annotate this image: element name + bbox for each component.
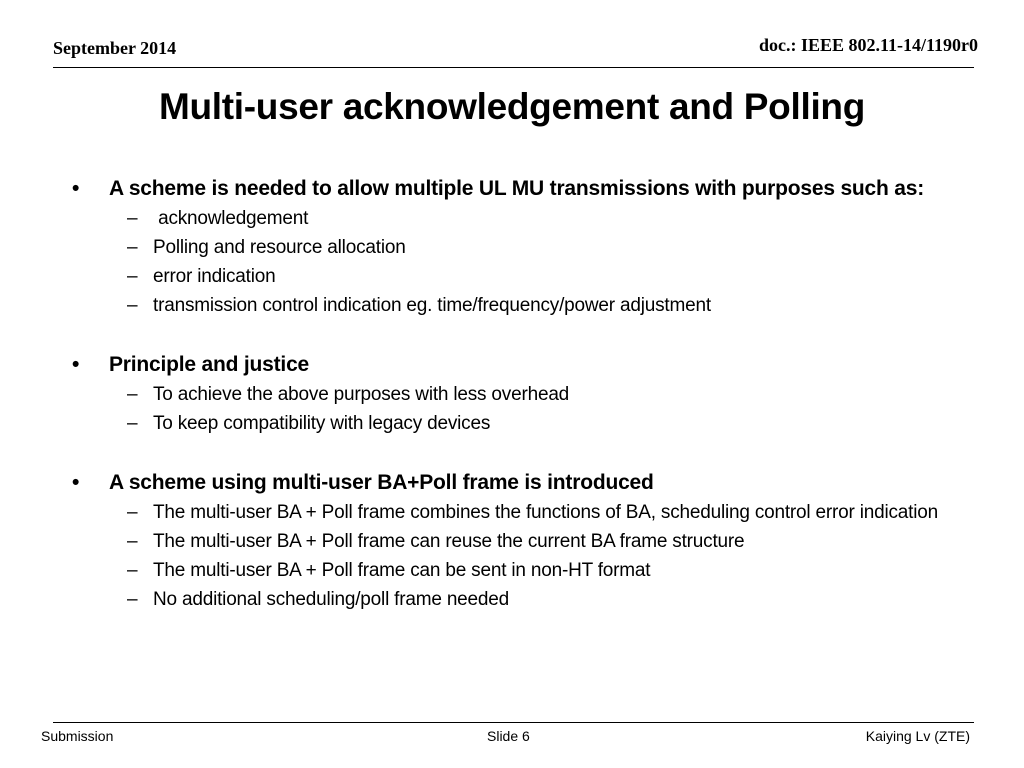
sub-item [127, 530, 970, 553]
sub-item-text: error indication [153, 266, 276, 287]
sub-item [127, 501, 970, 524]
sub-item-text: The multi-user BA + Poll frame can be sent in non-HT format [153, 560, 651, 581]
bullet-text: A scheme using multi-user BA+Poll frame is introduced [109, 471, 654, 494]
bullet-item [70, 352, 970, 378]
sub-item-text: transmission control indication eg. time/frequency/power adjustment [153, 295, 711, 316]
sub-item-text: The multi-user BA + Poll frame combines the functions of BA, scheduling control error indication [153, 502, 938, 523]
footer-divider [53, 722, 974, 723]
bullet-text: A scheme is needed to allow multiple UL MU transmissions with purposes such as: [109, 177, 925, 200]
slide-title: Multi-user acknowledgement and Polling [158, 86, 866, 127]
bullet-item [70, 176, 970, 202]
sub-item [127, 294, 970, 317]
dash-icon: – [127, 413, 138, 434]
sub-list [70, 207, 970, 317]
header-doc-id: doc.: IEEE 802.11-14/1190r0 [758, 35, 978, 55]
sub-item-text: No additional scheduling/poll frame needed [153, 589, 510, 610]
sub-item-text: The multi-user BA + Poll frame can reuse the current BA frame structure [153, 531, 745, 552]
dash-icon: – [127, 237, 138, 258]
sub-item-text: To achieve the above purposes with less overhead [153, 384, 570, 405]
dash-icon: – [127, 502, 138, 523]
dash-icon: – [127, 589, 138, 610]
sub-list [70, 383, 970, 435]
bullet-dot-icon: • [72, 177, 80, 200]
dash-icon: – [127, 266, 138, 287]
dash-icon: – [127, 384, 138, 405]
bullet-text: Principle and justice [109, 353, 310, 376]
bullet-dot-icon: • [72, 471, 80, 494]
sub-item [127, 412, 970, 435]
slide-body [70, 176, 970, 617]
footer-slide-number: Slide 6 [487, 728, 530, 744]
sub-item-text: To keep compatibility with legacy devices [153, 413, 491, 434]
dash-icon: – [127, 531, 138, 552]
sub-item [127, 236, 970, 259]
sub-item-text: acknowledgement [153, 208, 309, 229]
footer-author: Kaiying Lv (ZTE) [865, 728, 970, 744]
header-divider [53, 67, 974, 68]
sub-item [127, 559, 970, 582]
sub-item [127, 207, 970, 230]
sub-list [70, 501, 970, 611]
bullet-dot-icon: • [72, 353, 80, 376]
sub-item [127, 265, 970, 288]
dash-icon: – [127, 295, 138, 316]
footer-submission: Submission [41, 728, 114, 744]
sub-item-text: Polling and resource allocation [153, 237, 406, 258]
dash-icon: – [127, 560, 138, 581]
sub-item [127, 383, 970, 406]
bullet-item [70, 470, 970, 496]
sub-item [127, 588, 970, 611]
dash-icon: – [127, 208, 138, 229]
header-date: September 2014 [53, 38, 177, 58]
